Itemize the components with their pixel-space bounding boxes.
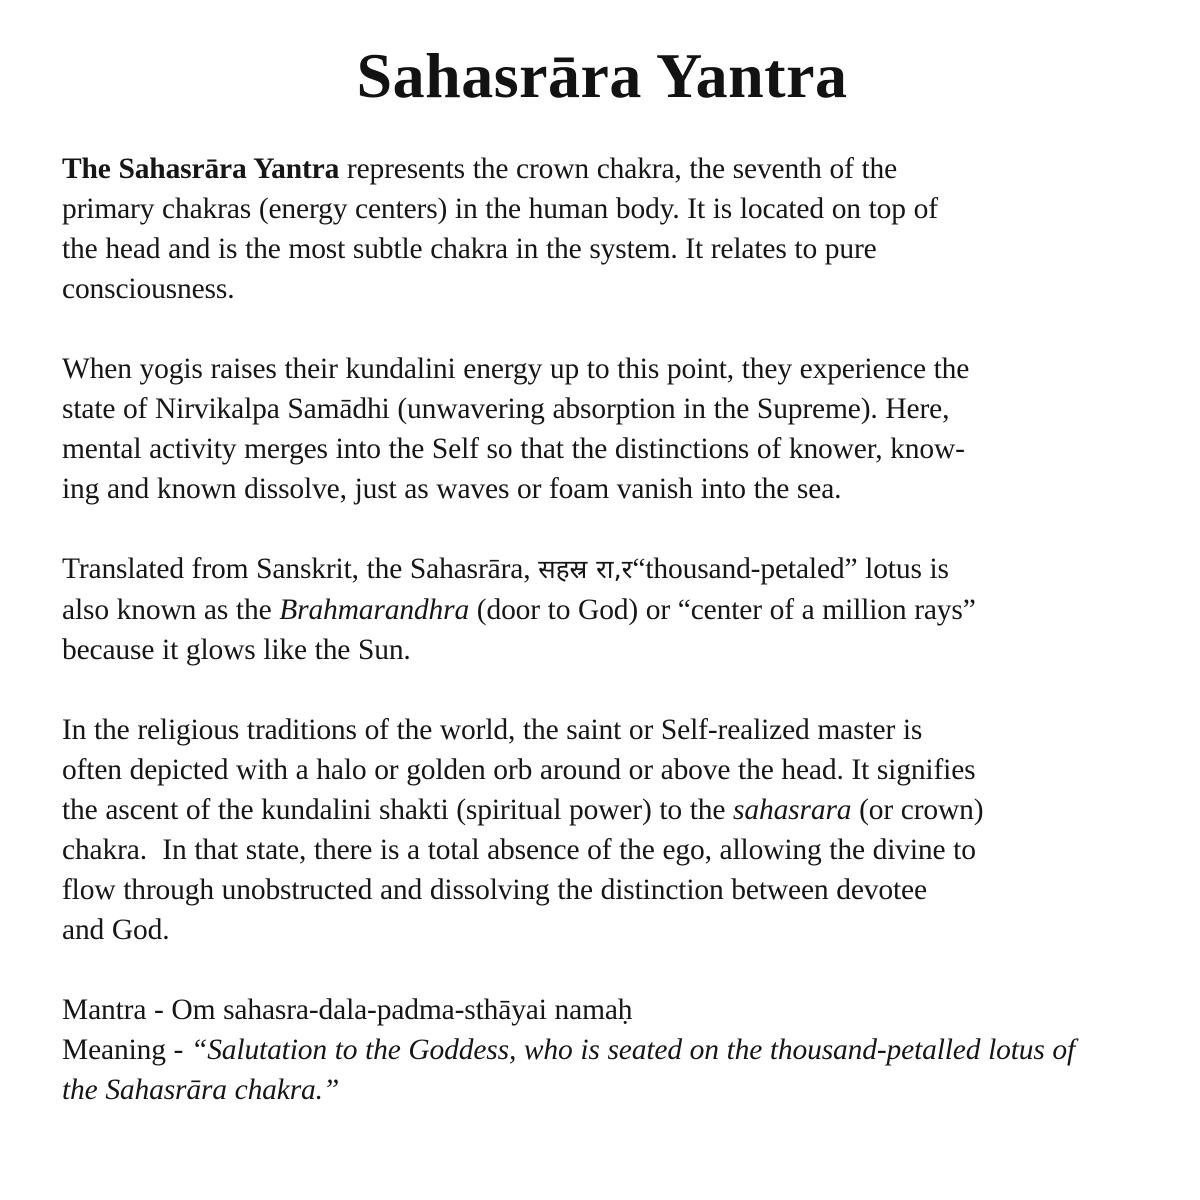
text-run-normal: (door to God) or “center of a million rays”: [469, 594, 976, 627]
body-text: [62, 149, 1142, 1110]
text-run-italic: the Sahasrāra chakra.”: [62, 1074, 340, 1107]
text-run-normal: flow through unobstructed and dissolving the distinction between devotee: [62, 874, 927, 907]
text-run-normal: When yogis raises their kundalini energy up to this point, they experience the: [62, 353, 970, 386]
paragraph-kundalini: [62, 349, 1142, 509]
text-run-normal: also known as the: [62, 594, 280, 627]
text-run-italic: “Salutation to the Goddess, who is seated on the thousand-petalled lotus of: [190, 1034, 1076, 1067]
text-run-normal: consciousness.: [62, 273, 235, 306]
text-run-italic: Brahmarandhra: [279, 594, 470, 627]
text-run-normal: the head and is the most subtle chakra in the system. It relates to pure: [62, 233, 877, 266]
page-title: Sahasrāra Yantra: [356, 40, 848, 111]
paragraph-intro: [62, 149, 1142, 309]
text-run-normal: and God.: [62, 914, 170, 947]
text-run-normal: mental activity merges into the Self so that the distinctions of knower, know-: [62, 433, 965, 466]
text-run-normal: because it glows like the Sun.: [62, 634, 411, 667]
text-run-normal: represents the crown chakra, the seventh of the: [339, 153, 898, 186]
text-run-normal: primary chakras (energy centers) in the human body. It is located on top of: [62, 193, 938, 226]
text-run-normal: chakra. In that state, there is a total absence of the ego, allowing the divine to: [62, 834, 976, 867]
text-run-normal: In the religious traditions of the world, the saint or Self-realized master is: [62, 714, 923, 747]
text-run-normal: the ascent of the kundalini shakti (spiritual power) to the: [62, 794, 734, 827]
text-run-normal: Mantra - Om sahasra-dala-padma-sthāyai namaḥ: [62, 994, 633, 1027]
paragraph-traditions: [62, 710, 1142, 950]
text-run-devanagari: सहस्र रा,र: [538, 555, 633, 586]
text-run-normal: Translated from Sanskrit, the Sahasrāra,: [62, 553, 539, 586]
text-run-normal: “thousand-petaled” lotus is: [632, 553, 949, 586]
text-run-italic: sahasrara: [733, 794, 852, 827]
text-run-normal: often depicted with a halo or golden orb around or above the head. It signifies: [62, 754, 976, 787]
text-run-normal: ing and known dissolve, just as waves or foam vanish into the sea.: [62, 473, 842, 506]
paragraph-translation: [62, 549, 1142, 670]
paragraph-mantra: [62, 990, 1142, 1110]
text-run-normal: Meaning -: [62, 1034, 191, 1067]
text-run-normal: (or crown): [851, 794, 984, 827]
text-run-normal: state of Nirvikalpa Samādhi (unwavering absorption in the Supreme). Here,: [62, 393, 950, 426]
text-run-bold: The Sahasrāra Yantra: [62, 153, 340, 186]
